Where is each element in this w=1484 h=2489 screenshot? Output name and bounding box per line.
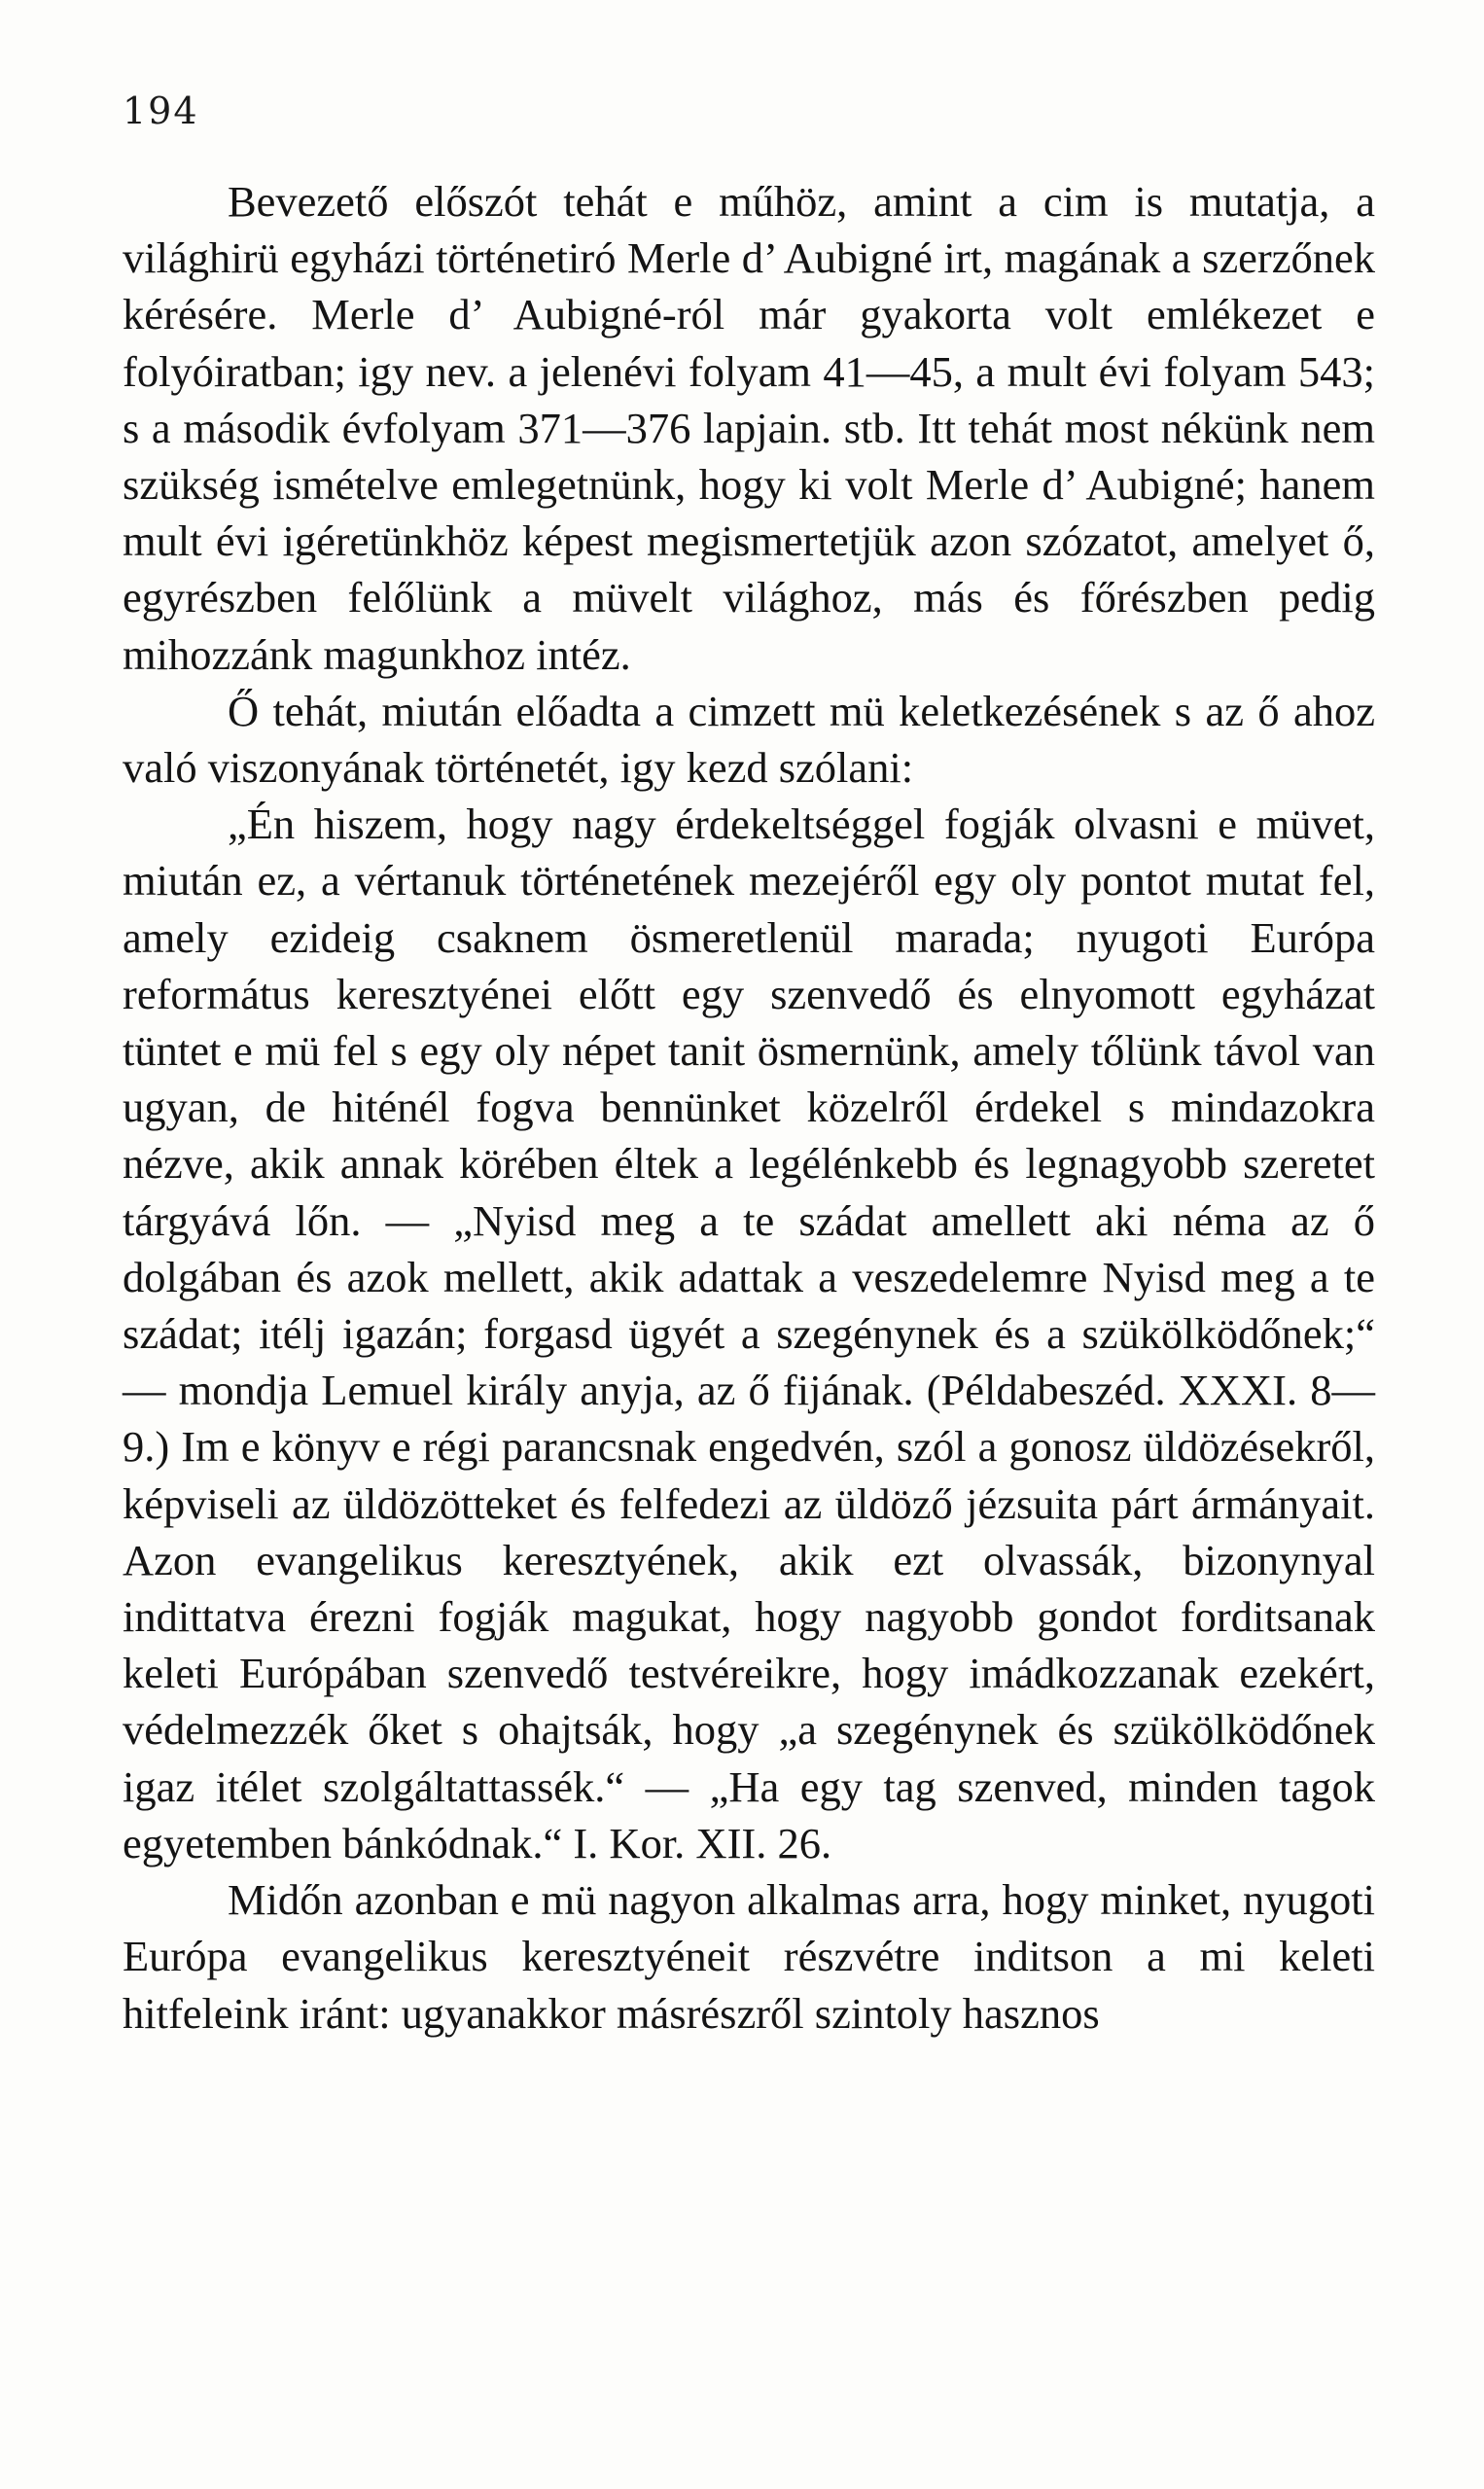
paragraph-2: Ő tehát, miután előadta a cimzett mü keletkezésének s az ő ahoz való viszonyának történetét, igy kezd szólani:: [123, 686, 1375, 793]
page-number: 194: [123, 89, 199, 132]
paragraph-3: „Én hiszem, hogy nagy érdekeltséggel fogják olvasni e müvet, miután ez, a vértanuk történetének mezejéről egy oly pontot mutat fel, amely ezideig csaknem ösmeretlenül marada; nyugoti Európa református keresztyénei előtt egy szenvedő és elnyomott egyházat tüntet e mü fel s egy oly népet tanit ösmernünk, amely tőlünk távol van ugyan, de hiténél fogva bennünket közelről érdekel s mindazokra nézve, akik annak körében éltek a legélénkebb és legnagyobb szeretet tárgyává lőn. — „Nyisd meg a te szádat amellett aki néma az ő dolgában és azok mellett, akik adattak a veszedelemre Nyisd meg a te szádat; itélj igazán; forgasd ügyét a szegénynek és a szükölködőnek;“ — mondja Lemuel király anyja, az ő fijának. (Példabeszéd. XXXI. 8—9.) Im e könyv e régi parancsnak engedvén, szól a gonosz üldözésekről, képviseli az üldözötteket és felfedezi az üldöző jézsuita párt ármányait. Azon evangelikus keresztyének, akik ezt olvassák, bizonynyal indittatva érezni fogják magukat, hogy nagyobb gondot forditsanak keleti Európában szenvedő testvéreikre, hogy imádkozzanak ezekért, védelmezzék őket s ohajtsák, hogy „a szegénynek és szükölködőnek igaz itélet szolgáltattassék.“ — „Ha egy tag szenved, minden tagok egyetemben bánkódnak.“ I. Kor. XII. 26.: [123, 800, 1375, 1867]
paragraph-1: Bevezető előszót tehát e műhöz, amint a cim is mutatja, a világhirü egyházi történetiró Merle d’ Aubigné irt, magának a szerzőnek kérésére. Merle d’ Aubigné-ról már gyakorta volt emlékezet e folyóiratban; igy nev. a jelenévi folyam 41—45, a mult évi folyam 543; s a második évfolyam 371—376 lapjain. stb. Itt tehát most nékünk nem szükség ismételve emlegetnünk, hogy ki volt Merle d’ Aubigné; hanem mult évi igéretünkhöz képest megismertetjük azon szózatot, amelyet ő, egyrészben felőlünk a müvelt világhoz, más és főrészben pedig mihozzánk magunkhoz intéz.: [123, 177, 1375, 679]
body-text: [123, 173, 1375, 2042]
paragraph-4: Midőn azonban e mü nagyon alkalmas arra, hogy minket, nyugoti Európa evangelikus keresztyéneit részvétre inditson a mi keleti hitfeleink iránt: ugyanakkor másrészről szintoly hasznos: [123, 1875, 1375, 2038]
